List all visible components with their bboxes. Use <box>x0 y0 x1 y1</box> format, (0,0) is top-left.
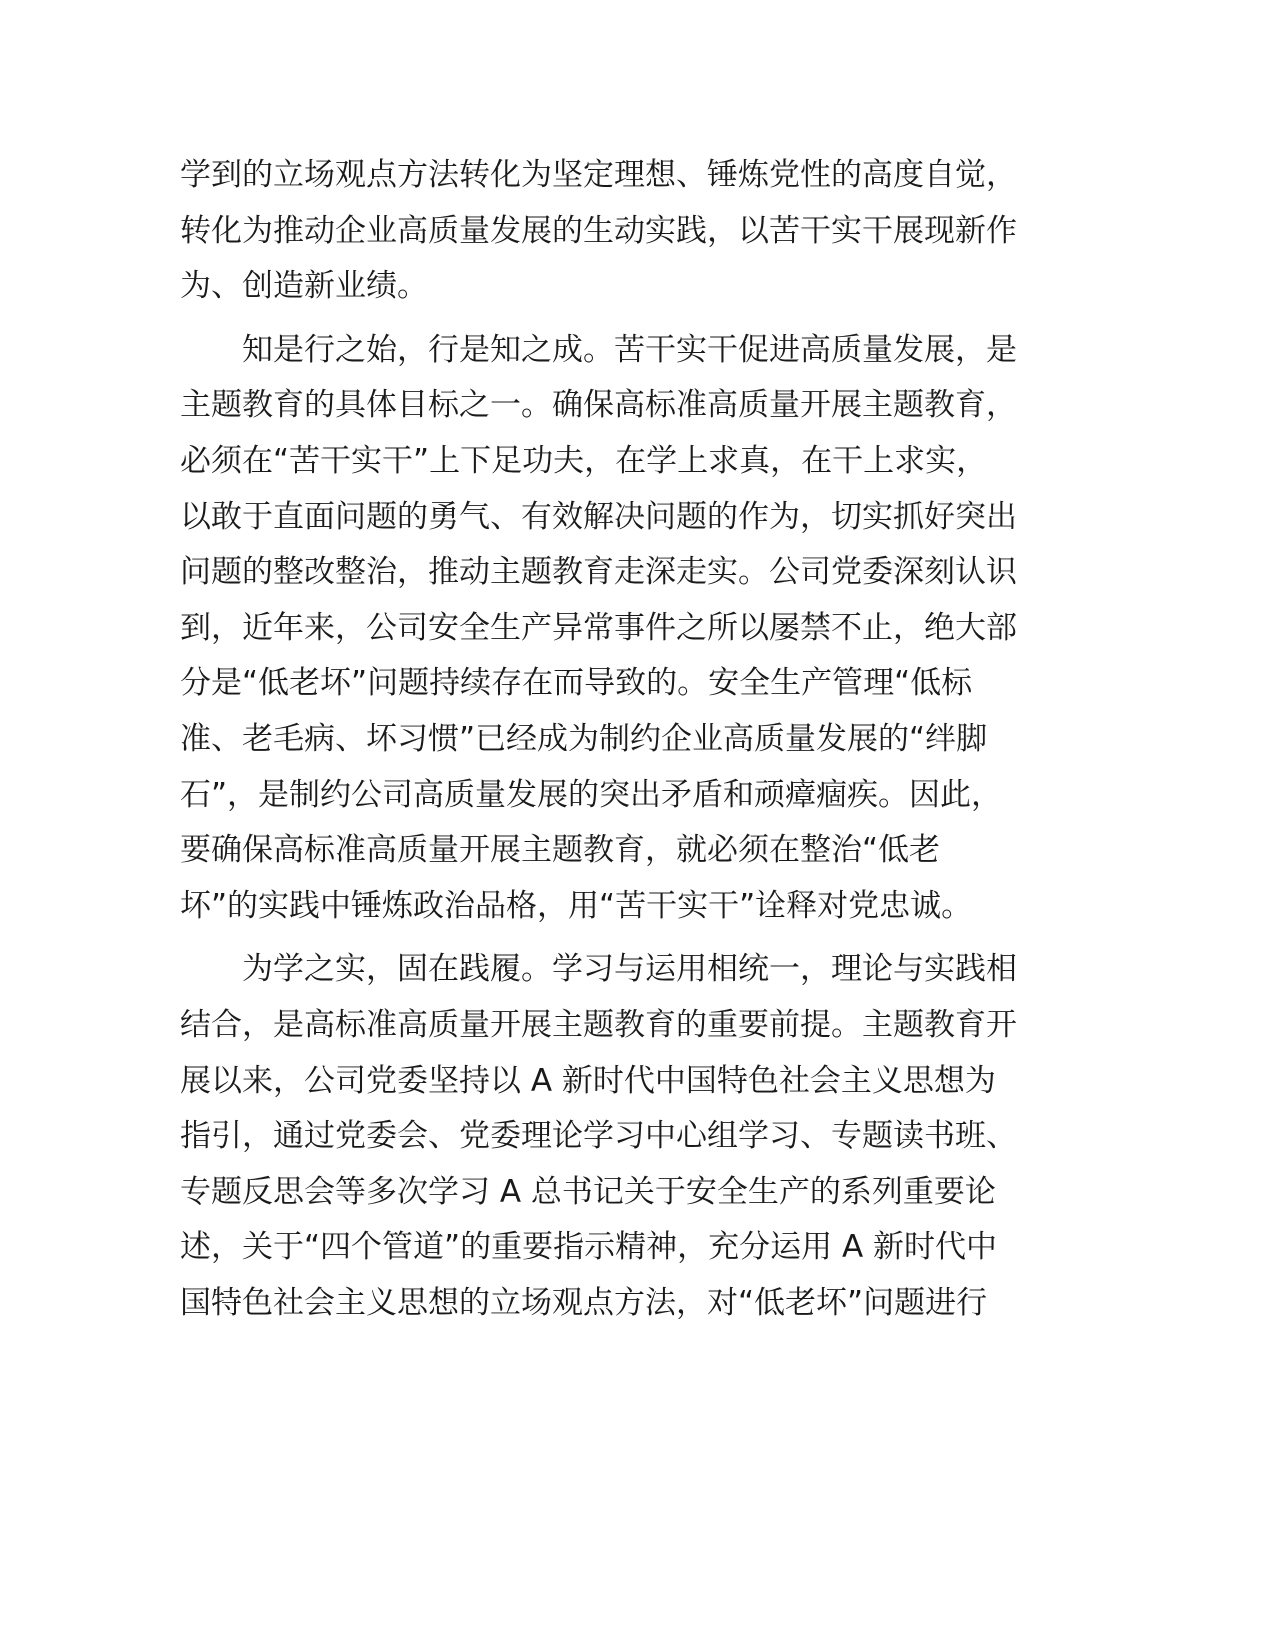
paragraph-gap <box>180 934 1040 942</box>
paragraph-3-line-2: 结合，是高标准高质量开展主题教育的重要前提。主题教育开 <box>180 1006 1017 1043</box>
paragraph-3-line-1: 为学之实，固在践履。学习与运用相统一，理论与实践相 <box>242 951 1017 988</box>
paragraph-2-line-2: 主题教育的具体目标之一。确保高标准高质量开展主题教育， <box>180 387 1017 424</box>
paragraph-2-line-1: 知是行之始，行是知之成。苦干实干促进高质量发展，是 <box>242 331 1017 368</box>
paragraph-2-line-9: 石”，是制约公司高质量发展的突出矛盾和顽瘴痼疾。因此， <box>180 776 1003 813</box>
paragraph-gap <box>180 315 1040 323</box>
paragraph-2-line-6: 到，近年来，公司安全生产异常事件之所以屡禁不止，绝大部 <box>180 609 1017 646</box>
paragraph-3-line-5: 专题反思会等多次学习 A 总书记关于安全生产的系列重要论 <box>180 1173 996 1210</box>
paragraph-2-line-7: 分是“低老坏”问题持续存在而导致的。安全生产管理“低标 <box>180 665 973 702</box>
paragraph-1-line-2: 转化为推动企业高质量发展的生动实践，以苦干实干展现新作 <box>180 212 1017 249</box>
paragraph-1-line-3: 为、创造新业绩。 <box>180 268 428 305</box>
paragraph-3-line-3: 展以来，公司党委坚持以 A 新时代中国特色社会主义思想为 <box>180 1062 996 1099</box>
paragraph-2-line-5: 问题的整改整治，推动主题教育走深走实。公司党委深刻认识 <box>180 554 1017 591</box>
paragraph-1-line-1: 学到的立场观点方法转化为坚定理想、锤炼党性的高度自觉， <box>180 157 1017 193</box>
paragraph-2-line-3: 必须在“苦干实干”上下足功夫，在学上求真，在干上求实， <box>180 442 988 479</box>
document-body <box>180 148 1040 1331</box>
paragraph-2-line-11: 坏”的实践中锤炼政治品格，用“苦干实干”诠释对党忠诚。 <box>180 887 973 924</box>
paragraph-3-line-6: 述，关于“四个管道”的重要指示精神，充分运用 A 新时代中 <box>180 1229 998 1266</box>
paragraph-2-line-4: 以敢于直面问题的勇气、有效解决问题的作为，切实抓好突出 <box>180 498 1017 535</box>
paragraph-3-line-4: 指引，通过党委会、党委理论学习中心组学习、专题读书班、 <box>180 1118 1017 1155</box>
paragraph-3-line-7: 国特色社会主义思想的立场观点方法，对“低老坏”问题进行 <box>180 1284 988 1321</box>
paragraph-2-line-8: 准、老毛病、坏习惯”已经成为制约企业高质量发展的“绊脚 <box>180 720 988 757</box>
paragraph-2-line-10: 要确保高标准高质量开展主题教育，就必须在整治“低老 <box>180 832 941 869</box>
